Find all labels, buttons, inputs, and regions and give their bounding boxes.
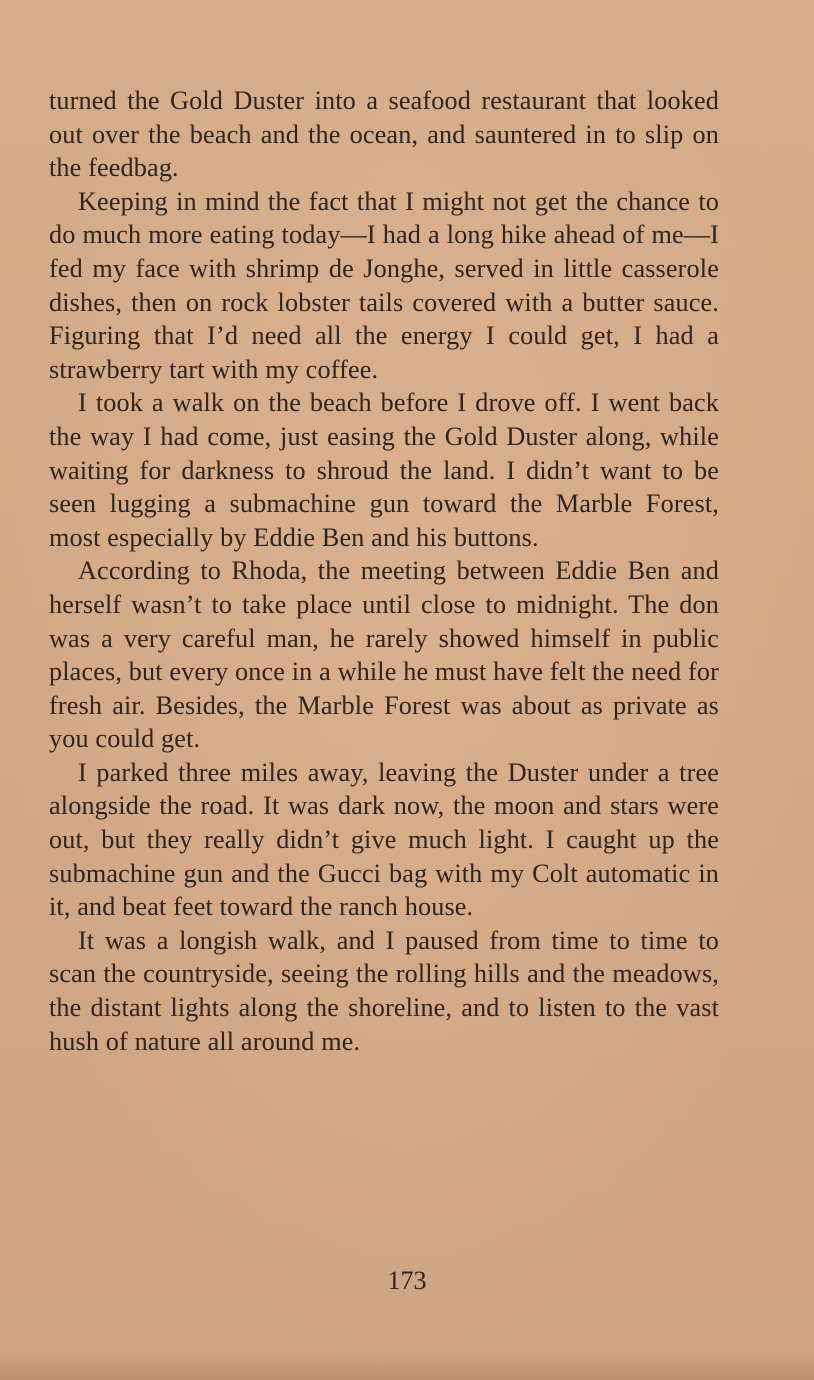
paragraph-2: Keeping in mind the fact that I might not get the chance to do much more eating today—I had a long hike ahead of me—I fed my face with shrimp de Jonghe, served in little casserole dishes, then on rock lobster tails covered with a butter sauce. Figuring that I’d need all the energy I could get, I had a strawberry tart with my coffee. (49, 186, 719, 384)
page-bottom-edge (0, 1354, 814, 1380)
paragraph-5: I parked three miles away, leaving the Duster under a tree alongside the road. It was dark now, the moon and stars were out, but they really didn’t give much light. I caught up the submachine gun and the Gucci bag with my Colt automatic in it, and beat feet toward the ranch house. (49, 757, 719, 922)
paragraph-3: I took a walk on the beach before I drove off. I went back the way I had come, just easing the Gold Duster along, while waiting for darkness to shroud the land. I didn’t want to be seen lugging a submachine gun toward the Marble Forest, most especially by Eddie Ben and his buttons. (49, 388, 719, 552)
paragraph-4: According to Rhoda, the meeting between Eddie Ben and herself wasn’t to take place until close to midnight. The don was a very careful man, he rarely showed himself in public places, but every once in a while he must have felt the need for fresh air. Besides, the Marble Forest was about as private as you could get. (49, 556, 719, 754)
paragraph-6: It was a longish walk, and I paused from time to time to scan the countryside, seeing the rolling hills and the meadows, the distant lights along the shoreline, and to listen to the vast hush of nature all around me. (49, 925, 719, 1056)
page-number: 173 (387, 1266, 427, 1295)
body-text (49, 84, 719, 1058)
paragraph-1: turned the Gold Duster into a seafood restaurant that looked out over the beach and the ocean, and sauntered in to slip on the feedbag. (49, 86, 719, 183)
